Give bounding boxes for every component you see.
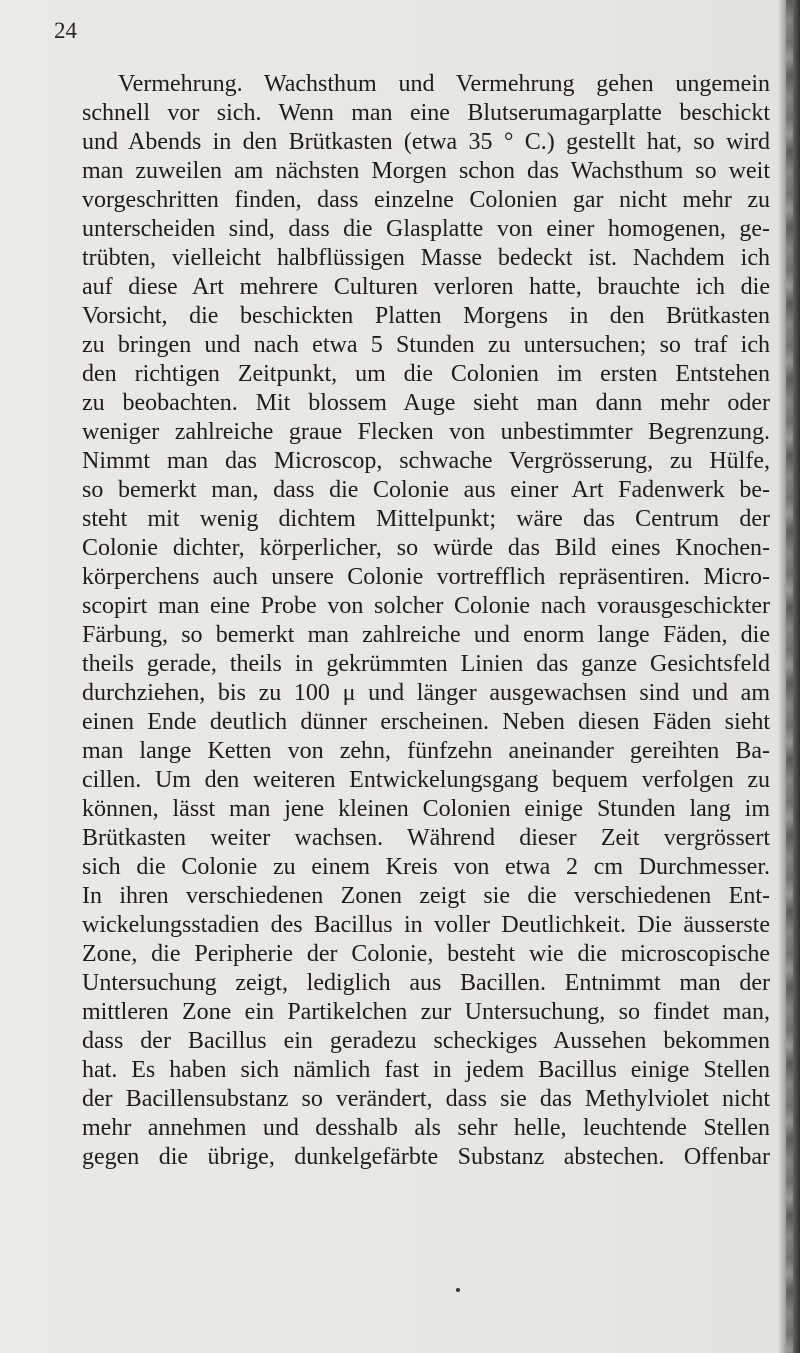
text-line: trübten, vielleicht halbflüssigen Masse bedeckt ist. Nachdem ich [82, 245, 770, 271]
text-line: wickelungsstadien des Bacillus in voller Deutlichkeit. Die äusserste [82, 912, 770, 938]
text-line: man zuweilen am nächsten Morgen schon das Wachsthum so weit [82, 158, 770, 184]
text-line: Färbung, so bemerkt man zahlreiche und enorm lange Fäden, die [82, 622, 770, 648]
text-line: vorgeschritten finden, dass einzelne Colonien gar nicht mehr zu [82, 187, 770, 213]
text-line: hat. Es haben sich nämlich fast in jedem Bacillus einige Stellen [82, 1057, 770, 1083]
text-line: gegen die übrige, dunkelgefärbte Substanz abstechen. Offenbar [82, 1144, 770, 1170]
text-line: körperchens auch unsere Colonie vortrefflich repräsentiren. Micro- [82, 564, 770, 590]
text-line: und Abends in den Brütkasten (etwa 35 ° C.) gestellt hat, so wird [82, 129, 770, 155]
text-line: mehr annehmen und desshalb als sehr helle, leuchtende Stellen [82, 1115, 770, 1141]
text-line: können, lässt man jene kleinen Colonien einige Stunden lang im [82, 796, 770, 822]
text-line: sich die Colonie zu einem Kreis von etwa 2 cm Durchmesser. [82, 854, 770, 880]
text-line: unterscheiden sind, dass die Glasplatte von einer homogenen, ge- [82, 216, 770, 242]
text-line: In ihren verschiedenen Zonen zeigt sie die verschiedenen Ent- [82, 883, 770, 909]
text-line: Vorsicht, die beschickten Platten Morgens in den Brütkasten [82, 303, 770, 329]
text-line: einen Ende deutlich dünner erscheinen. Neben diesen Fäden sieht [82, 709, 770, 735]
text-line: so bemerkt man, dass die Colonie aus einer Art Fadenwerk be- [82, 477, 770, 503]
text-line: zu beobachten. Mit blossem Auge sieht man dann mehr oder [82, 390, 770, 416]
text-line: durchziehen, bis zu 100 μ und länger ausgewachsen sind und am [82, 680, 770, 706]
print-speck [456, 1288, 460, 1292]
text-line: man lange Ketten von zehn, fünfzehn aneinander gereihten Ba- [82, 738, 770, 764]
text-line: dass der Bacillus ein geradezu scheckiges Aussehen bekommen [82, 1028, 770, 1054]
text-line: Colonie dichter, körperlicher, so würde das Bild eines Knochen- [82, 535, 770, 561]
paragraph [82, 70, 770, 1172]
text-line: Untersuchung zeigt, lediglich aus Bacillen. Entnimmt man der [82, 970, 770, 996]
text-line: mittleren Zone ein Partikelchen zur Untersuchung, so findet man, [82, 999, 770, 1025]
page-number: 24 [54, 18, 77, 43]
text-line: auf diese Art mehrere Culturen verloren hatte, brauchte ich die [82, 274, 770, 300]
text-line: schnell vor sich. Wenn man eine Blutserumagarplatte beschickt [82, 100, 770, 126]
text-line: Nimmt man das Microscop, schwache Vergrösserung, zu Hülfe, [82, 448, 770, 474]
text-line: Zone, die Peripherie der Colonie, besteht wie die microscopische [82, 941, 770, 967]
text-line: Brütkasten weiter wachsen. Während dieser Zeit vergrössert [82, 825, 770, 851]
text-line: den richtigen Zeitpunkt, um die Colonien im ersten Entstehen [82, 361, 770, 387]
text-line: scopirt man eine Probe von solcher Colonie nach vorausgeschickter [82, 593, 770, 619]
text-line: steht mit wenig dichtem Mittelpunkt; wäre das Centrum der [82, 506, 770, 532]
text-line: der Bacillensubstanz so verändert, dass sie das Methylviolet nicht [82, 1086, 770, 1112]
text-line: Vermehrung. Wachsthum und Vermehrung gehen ungemein [118, 71, 770, 97]
page-edge-shadow [778, 0, 800, 1353]
text-line: zu bringen und nach etwa 5 Stunden zu untersuchen; so traf ich [82, 332, 770, 358]
text-line: weniger zahlreiche graue Flecken von unbestimmter Begrenzung. [82, 419, 770, 445]
text-line: cillen. Um den weiteren Entwickelungsgang bequem verfolgen zu [82, 767, 770, 793]
text-line: theils gerade, theils in gekrümmten Linien das ganze Gesichtsfeld [82, 651, 770, 677]
